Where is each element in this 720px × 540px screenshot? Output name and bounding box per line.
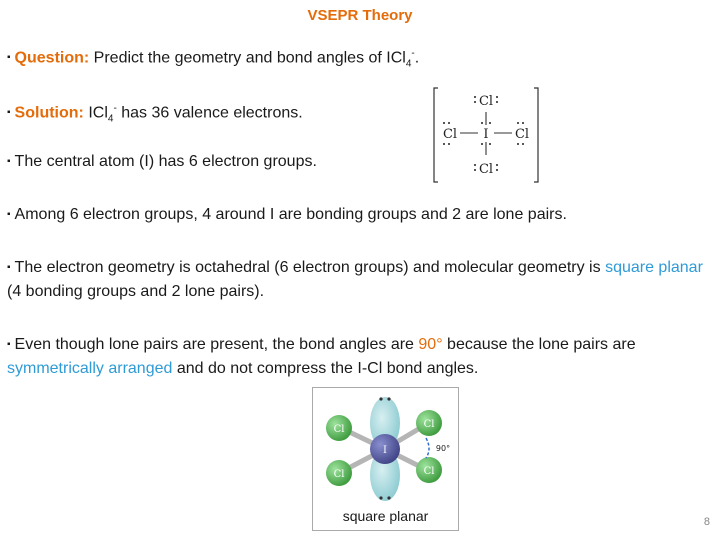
bullet-icon: ▪: [7, 107, 11, 119]
electron-groups-paragraph: [7, 204, 567, 228]
cl-label-top-left: Cl: [333, 424, 345, 435]
question-label: Question:: [14, 49, 90, 67]
geometry-text-2: (4 bonding groups and 2 lone pairs).: [7, 283, 265, 300]
lewis-structure: [432, 85, 540, 185]
solution-superscript: -: [113, 103, 117, 114]
bond-angle-text-3: and do not compress the I-Cl bond angles.: [176, 360, 479, 377]
bullet-icon: ▪: [7, 156, 11, 167]
bond-angle-text-2: because the lone pairs are: [447, 336, 636, 353]
bullet-icon: ▪: [7, 209, 11, 220]
angle-arc: [426, 438, 429, 458]
square-planar-figure: [312, 387, 459, 531]
left-bracket: [434, 88, 438, 182]
solution-formula: ICl: [88, 104, 108, 122]
bullet-icon: ▪: [7, 262, 11, 273]
cl-label-bottom-left: Cl: [333, 469, 345, 480]
bond-angle-paragraph: [7, 334, 712, 380]
symmetric-highlight: symmetrically arranged: [7, 360, 173, 377]
solution-text: has 36 valence electrons.: [121, 104, 303, 122]
iodine-label: I: [383, 445, 387, 456]
square-planar-model: [313, 388, 458, 506]
central-atom-paragraph: [7, 151, 317, 175]
solution-paragraph: [7, 98, 303, 131]
lewis-cl-top: Cl: [478, 94, 494, 109]
bullet-icon: ▪: [7, 339, 11, 350]
angle-label: 90°: [435, 444, 451, 453]
right-bracket: [534, 88, 538, 182]
page-number: 8: [703, 516, 710, 528]
square-planar-highlight: square planar: [605, 259, 703, 276]
slide-title: VSEPR Theory: [307, 7, 413, 24]
bullet-icon: ▪: [7, 52, 11, 64]
lewis-cl-bottom: Cl: [478, 162, 494, 177]
solution-label: Solution:: [14, 104, 84, 122]
lewis-cl-left: Cl: [442, 127, 458, 142]
solution-subscript: 4: [107, 113, 114, 125]
question-subscript: 4: [405, 58, 412, 70]
bond-angle-text-1: Even though lone pairs are present, the bond angles are: [14, 336, 414, 353]
figure-caption: square planar: [342, 508, 429, 524]
geometry-text-1: The electron geometry is octahedral (6 electron groups) and molecular geometry is: [14, 259, 601, 276]
central-atom-text: The central atom (I) has 6 electron groups.: [14, 153, 317, 170]
question-superscript: -: [411, 48, 415, 59]
question-text: Predict the geometry and bond angles of ICl: [93, 49, 406, 67]
question-paragraph: [7, 43, 419, 76]
geometry-paragraph: [7, 257, 712, 303]
question-end: .: [414, 49, 420, 67]
lewis-iodine: I: [483, 127, 489, 142]
cl-label-top-right: Cl: [423, 419, 435, 430]
electron-groups-text: Among 6 electron groups, 4 around I are bonding groups and 2 are lone pairs.: [14, 206, 567, 223]
angle-highlight: 90°: [418, 336, 443, 353]
cl-label-bottom-right: Cl: [423, 466, 435, 477]
lewis-cl-right: Cl: [514, 127, 530, 142]
